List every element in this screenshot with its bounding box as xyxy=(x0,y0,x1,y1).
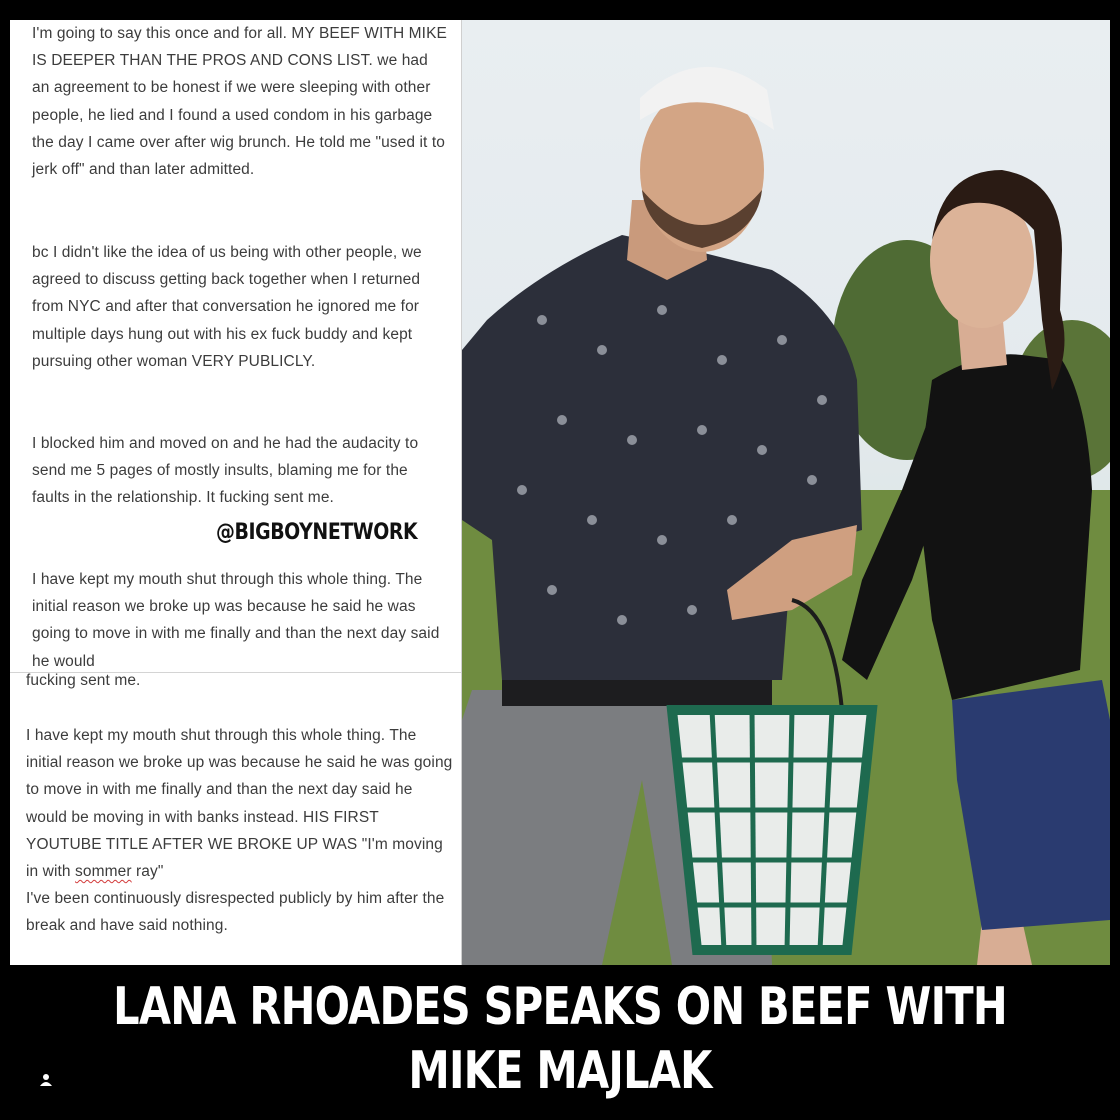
statement-last-line: I've been continuously disrespected publicly by him after the break and have said nothing. xyxy=(26,890,445,935)
paragraph-5-end: ray" xyxy=(131,863,164,881)
caption-line-1: LANA RHOADES SPEAKS ON BEEF WITH xyxy=(113,977,1007,1037)
statement-fragment: fucking sent me. xyxy=(26,672,141,689)
spellcheck-underlined-word: sommer xyxy=(75,863,132,881)
caption-banner xyxy=(0,965,1120,1120)
couple-photo xyxy=(462,20,1110,965)
user-icon xyxy=(38,1072,54,1088)
caption-line-2: MIKE MAJLAK xyxy=(408,1041,712,1101)
watermark-handle: @BIGBOYNETWORK xyxy=(216,520,418,545)
text-screenshot-panel xyxy=(10,20,462,965)
statement-paragraph-3: I blocked him and moved on and he had the audacity to send me 5 pages of mostly insults, blaming me for the faults in the relationship. It fucking sent me. xyxy=(32,435,419,507)
statement-paragraph-1: I'm going to say this once and for all. MY BEEF WITH MIKE IS DEEPER THAN THE PROS AND CONS LIST. we had an agreement to be honest if we were sleeping with other people, he lied and I found a used condom in his garbage the day I came over after wig brunch. He told me "used it to jerk off" and than later admitted. xyxy=(32,25,447,179)
photo-illustration xyxy=(462,20,1110,965)
statement-paragraph-4: I have kept my mouth shut through this whole thing. The initial reason we broke up was because he said he was going to move in with me finally and than the next day said he would xyxy=(32,571,440,670)
statement-paragraph-5 xyxy=(26,722,456,940)
paragraph-5-text: I have kept my mouth shut through this whole thing. The initial reason we broke up was because he said he was going to move in with me finally and than the next day said he would be moving in with banks instead. HIS FIRST YOUTUBE TITLE AFTER WE BROKE UP WAS "I'm moving in with xyxy=(26,727,453,881)
statement-paragraph-2: bc I didn't like the idea of us being with other people, we agreed to discuss getting back together when I returned from NYC and after that conversation he ignored me for multiple days hung out with his ex fuck buddy and kept pursuing other woman VERY PUBLICLY. xyxy=(32,244,422,370)
